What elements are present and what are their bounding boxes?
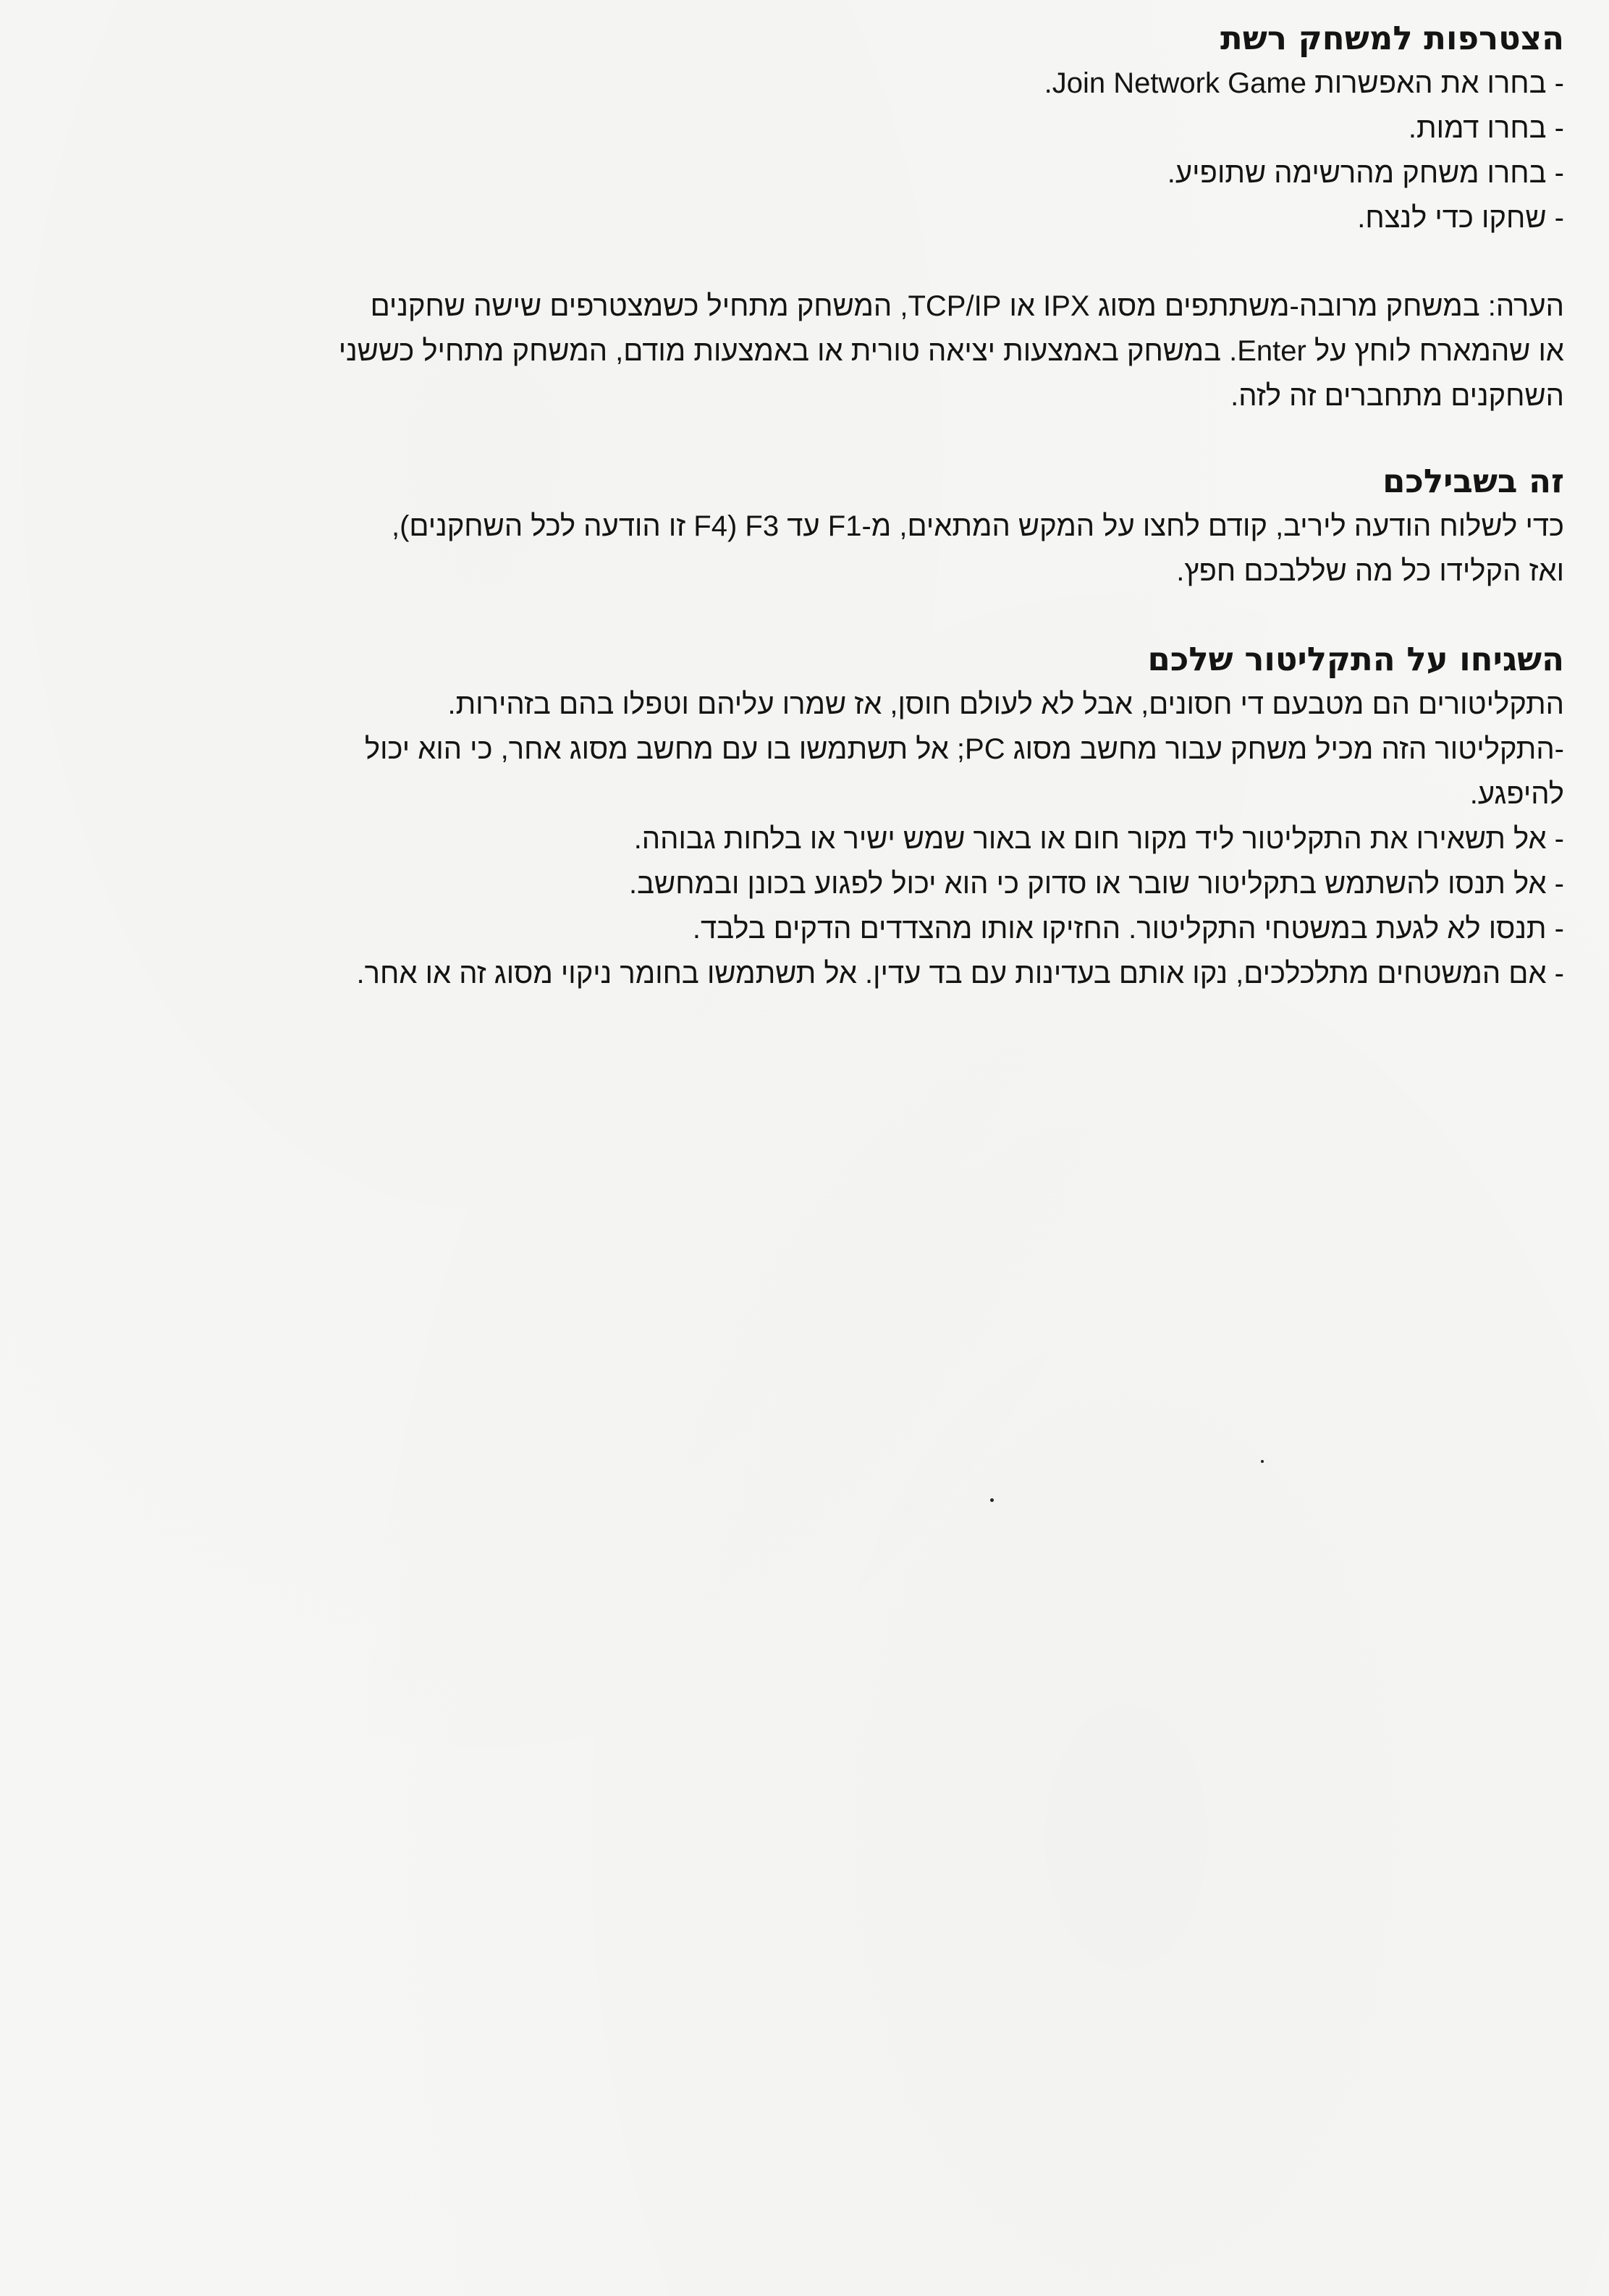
section-note <box>15 284 1564 418</box>
section-title-for-you: זה בשבילכם <box>1382 462 1564 500</box>
note-line: השחקנים מתחברים זה לזה. <box>1230 380 1564 412</box>
body-line: - אל תנסו להשתמש בתקליטור שובר או סדוק כי הוא יכול לפגוע בכונן ובמחשב. <box>629 868 1564 900</box>
spacer <box>15 594 1564 637</box>
body-line: -התקליטור הזה מכיל משחק עבור מחשב מסוג PC; אל תשתמשו בו עם מחשב מסוג אחר, כי הוא יכול <box>364 733 1564 765</box>
body-line: - תנסו לא לגעת במשטחי התקליטור. החזיקו אותו מהצדדים הדקים בלבד. <box>692 913 1564 945</box>
body-line: ואז הקלידו כל מה שללבכם חפץ. <box>1176 555 1564 587</box>
body-line: התקליטורים הם מטבעם די חסונים, אבל לא לעולם חוסן, אז שמרו עליהם וטפלו בהם בזהירות. <box>447 688 1564 720</box>
body-line: כדי לשלוח הודעה ליריב, קודם לחצו על המקש המתאים, מ-F1 עד F3 (F4 זו הודעה לכל השחקנים), <box>391 510 1564 542</box>
note-line: הערה: במשחק מרובה-משתתפים מסוג IPX או TCP/IP, המשחק מתחיל כשמצטרפים שישה שחקנים <box>370 290 1564 322</box>
section-cd-care <box>15 637 1564 996</box>
section-title-join-network-game: הצטרפות למשחק רשת <box>1220 19 1564 57</box>
scan-speck <box>990 1498 994 1502</box>
spacer <box>15 240 1564 284</box>
step-line: - בחרו דמות. <box>1408 112 1564 144</box>
body-line: - אם המשטחים מתלכלכים, נקו אותם בעדינות עם בד עדין. אל תשתמשו בחומר ניקוי מסוג זה או אחר. <box>356 958 1564 989</box>
section-join-network-game <box>15 16 1564 240</box>
step-line: - בחרו את האפשרות Join Network Game. <box>1044 67 1564 99</box>
step-line: - בחרו משחק מהרשימה שתופיע. <box>1167 157 1564 189</box>
body-line: - אל תשאירו את התקליטור ליד מקור חום או באור שמש ישיר או בלחות גבוהה. <box>633 823 1564 855</box>
document-content <box>15 16 1564 996</box>
section-title-cd-care: השגיחו על התקליטור שלכם <box>1147 640 1564 678</box>
section-for-you <box>15 459 1564 594</box>
scan-speck <box>1261 1460 1264 1463</box>
note-line: או שהמארח לוחץ על Enter. במשחק באמצעות יציאה טורית או באמצעות מודם, המשחק מתחיל כששני <box>338 335 1564 367</box>
step-line: - שחקו כדי לנצח. <box>1357 202 1564 234</box>
body-line: להיפגע. <box>1469 778 1564 810</box>
spacer <box>15 418 1564 459</box>
